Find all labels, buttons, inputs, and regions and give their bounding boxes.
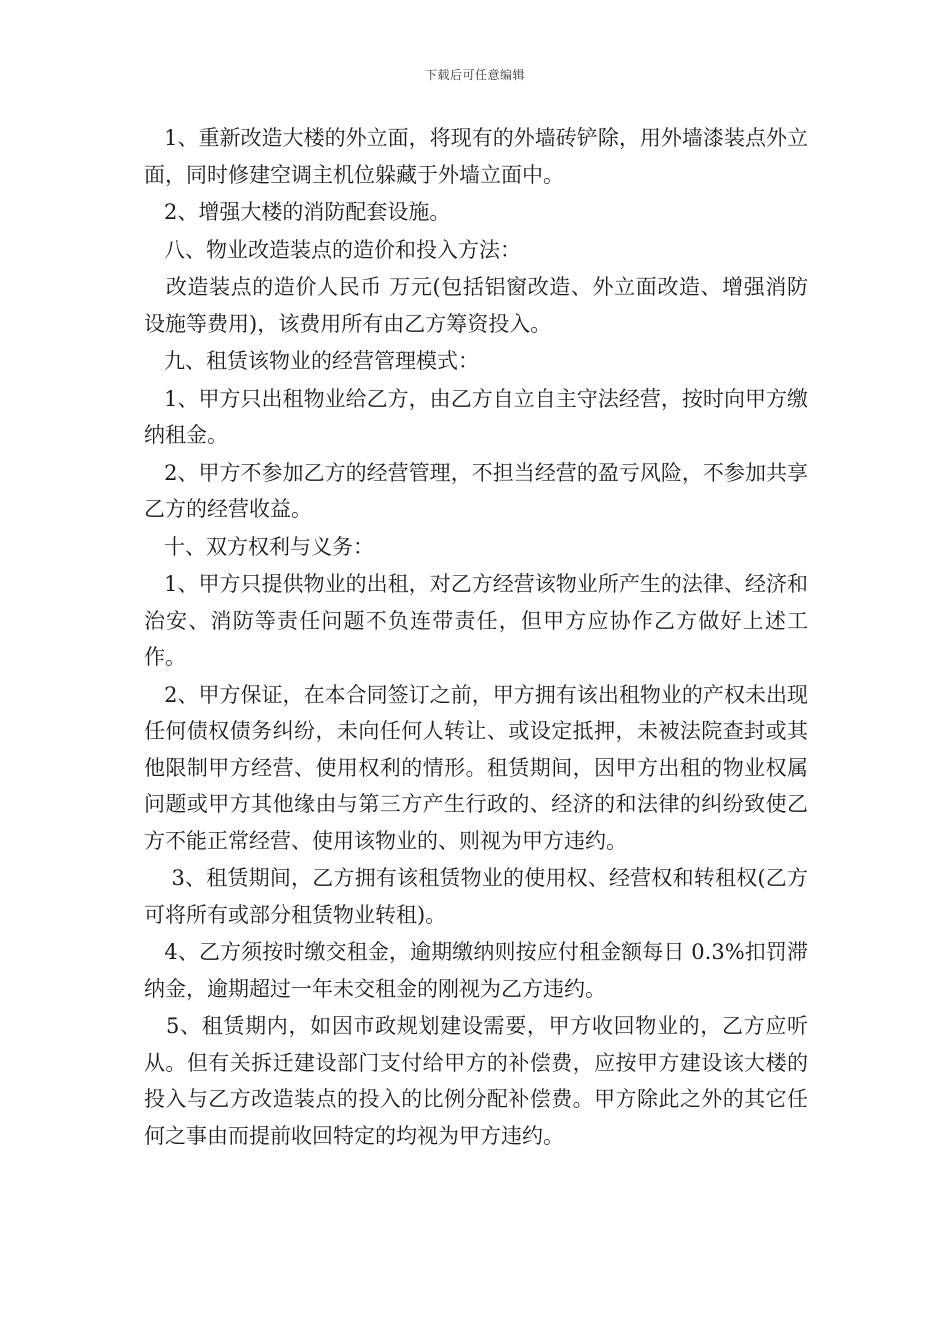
section-heading-9: 九、租赁该物业的经营管理模式： xyxy=(144,349,480,373)
section-heading-8: 八、物业改造装点的造价和投入方法： xyxy=(144,237,522,262)
paragraph-cost: 改造装点的造价人民币 万元(包括铝窗改造、外立面改造、增强消防设施等费用)，该费用所有由乙方筹资投入。 xyxy=(144,275,808,336)
paragraph-10-4: 4、乙方须按时缴交租金，逾期缴纳则按应付租金额每日 0.3%扣罚滞纳金，逾期超过一年未交租金的刚视为乙方违约。 xyxy=(144,940,808,1001)
paragraph-2: 2、增强大楼的消防配套设施。 xyxy=(144,200,451,224)
paragraph-10-1: 1、甲方只提供物业的出租，对乙方经营该物业所产生的法律、经济和治安、消防等责任问题不负连带责任，但甲方应协作乙方做好上述工作。 xyxy=(144,572,808,669)
section-heading-10: 十、双方权利与义务： xyxy=(144,534,375,559)
document-body xyxy=(144,120,808,1154)
paragraph-9-2: 2、甲方不参加乙方的经营管理，不担当经营的盈亏风险，不参加共享乙方的经营收益。 xyxy=(144,460,808,521)
paragraph-10-2: 2、甲方保证，在本合同签订之前，甲方拥有该出租物业的产权未出现任何债权债务纠纷，未向任何人转让、或设定抵押，未被法院查封或其他限制甲方经营、使用权利的情形。租赁期间，因甲方出租的物业权属问题或甲方其他缘由与第三方产生行政的、经济的和法律的纠纷致使乙方不能正常经营、使用该物业的、则视为甲方违约。 xyxy=(144,682,808,853)
paragraph-10-5: 5、租赁期内，如因市政规划建设需要，甲方收回物业的，乙方应听从。但有关拆迁建设部门支付给甲方的补偿费，应按甲方建设该大楼的投入与乙方改造装点的投入的比例分配补偿费。甲方除此之外的其它任何之事由而提前收回特定的均视为甲方违约。 xyxy=(144,1014,808,1148)
paragraph-1: 1、重新改造大楼的外立面，将现有的外墙砖铲除，用外墙漆装点外立面，同时修建空调主机位躲藏于外墙立面中。 xyxy=(144,126,808,187)
page-header: 下载后可任意编辑 xyxy=(424,68,525,82)
paragraph-10-3: 3、租赁期间，乙方拥有该租赁物业的使用权、经营权和转租权(乙方可将所有或部分租赁物业转租)。 xyxy=(144,866,808,927)
paragraph-9-1: 1、甲方只出租物业给乙方，由乙方自立自主守法经营，按时向甲方缴纳租金。 xyxy=(144,386,808,447)
